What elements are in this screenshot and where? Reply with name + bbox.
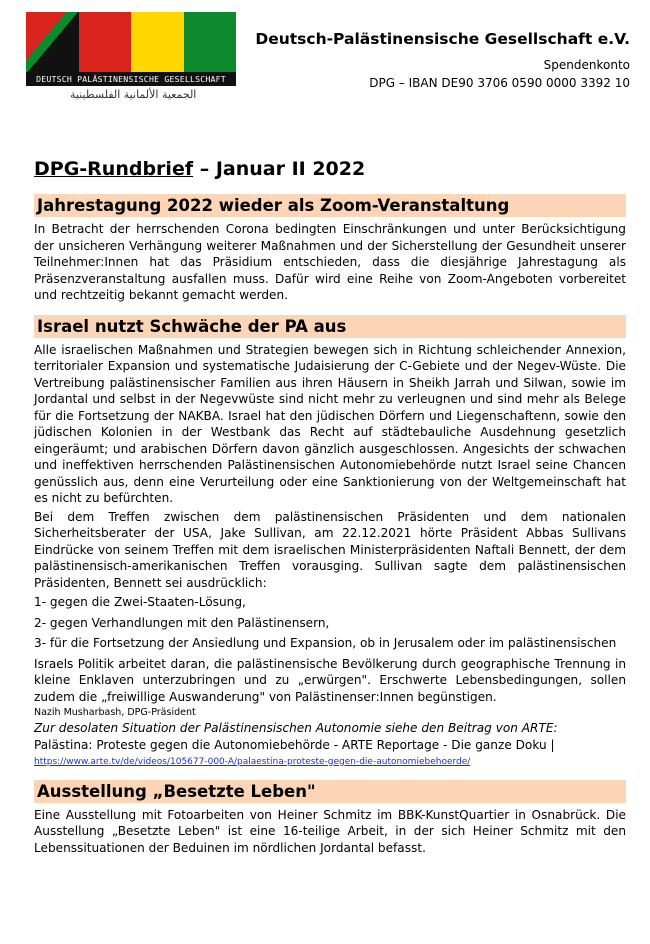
list-item: 2- gegen Verhandlungen mit den Palästinensern, xyxy=(34,615,330,630)
signature: Nazih Musharbash, DPG-Präsident xyxy=(34,707,196,718)
section-heading-israel: Israel nutzt Schwäche der PA aus xyxy=(34,315,626,338)
newsletter-title-main: DPG-Rundbrief xyxy=(34,158,194,180)
logo-stripe-red xyxy=(79,12,132,74)
list-item: 3- für die Fortsetzung der Ansiedlung und Expansion, ob in Jerusalem oder im palästinensischen xyxy=(34,636,617,650)
iban-text: DPG – IBAN DE90 3706 0590 0000 3392 10 xyxy=(369,76,630,90)
section-paragraph-israel-3: Israels Politik arbeitet daran, die palästinensische Bevölkerung durch geographische Trennung in kleine Enklaven unterzubringen und zu „erwürgen". Erschwerte Lebensbedingungen, sollen zudem die „freiwillige Auswanderung" von Palästinenser:Innen begünstigen. xyxy=(34,656,626,704)
dpg-logo xyxy=(26,12,236,84)
logo-arabic-text: الجمعية الألمانية الفلسطينية xyxy=(70,88,197,101)
arte-note: Zur desolaten Situation der Palästinensischen Autonomie siehe den Beitrag von ARTE: xyxy=(34,721,558,735)
logo-stripe-yellow xyxy=(131,12,184,74)
arte-title: Palästina: Proteste gegen die Autonomiebehörde - ARTE Reportage - Die ganze Doku | xyxy=(34,738,555,752)
newsletter-title-date: – Januar II 2022 xyxy=(193,158,366,180)
organization-name: Deutsch-Palästinensische Gesellschaft e.V. xyxy=(255,30,630,48)
section-paragraph-israel-2: Bei dem Treffen zwischen dem palästinensischen Präsidenten und dem nationalen Sicherheitsberater der USA, Jake Sullivan, am 22.12.2021 hörte Präsident Abbas Sullivans Eindrücke von seinem Treffen mit dem israelischen Ministerpräsidenten Naftali Bennett, der dem palästinensisch-amerikanischen Treffen vorausging. Sullivan sagte dem palästinensischen Präsidenten, Bennett sei ausdrücklich: xyxy=(34,509,626,590)
logo-band-text: DEUTSCH PALÄSTINENSISCHE GESELLSCHAFT xyxy=(26,72,236,86)
donation-label: Spendenkonto xyxy=(543,58,630,72)
section-text-ausstellung: Eine Ausstellung mit Fotoarbeiten von Heiner Schmitz im BBK-KunstQuartier in Osnabrück. Die Ausstellung „Besetzte Leben" ist eine 16-teilige Arbeit, in der sich Heiner Schmitz mit den Lebenssituationen der Beduinen im nördlichen Jordantal befasst. xyxy=(34,807,626,855)
newsletter-title xyxy=(34,158,365,180)
section-text-jahrestagung: In Betracht der herrschenden Corona bedingten Einschränkungen und unter Berücksichtigung der unsicheren Verhängung weiterer Maßnahmen und der Sicherstellung der Gesundheit unserer Teilnehmer:Innen hat das Präsidium entschieden, dass die diesjährige Jahrestagung als Präsenzveranstaltung ausfallen muss. Dafür wird eine Reihe von Zoom-Angeboten vorbereitet und rechtzeitig bekannt gemacht werden. xyxy=(34,222,626,302)
section-heading-ausstellung: Ausstellung „Besetzte Leben" xyxy=(34,780,626,803)
organization-info xyxy=(255,30,630,92)
section-heading-jahrestagung: Jahrestagung 2022 wieder als Zoom-Veranstaltung xyxy=(34,194,626,217)
list-item: 1- gegen die Zwei-Staaten-Lösung, xyxy=(34,595,246,609)
newsletter-body xyxy=(34,194,626,856)
section-paragraph-israel-1: Alle israelischen Maßnahmen und Strategien bewegen sich in Richtung schleichender Annexion, territorialer Expansion und systematische Judaisierung der C-Gebiete und der Negev-Wüste. Die Vertreibung palästinensischer Familien aus ihren Häusern in Sheikh Jarrah und Silwan, sowie im Jordantal und selbst in der Negevwüste sind nicht mehr zu verleugnen und sind mehr als Belege für die Fortsetzung der NAKBA. Israel hat den jüdischen Dörfern und Liegenschaftenn, sowie den jüdischen Kolonien in der Westbank das Recht auf städtebauliche Ausdehnung gesetzlich eingeräumt; und arabischen Dörfern davon gänzlich ausgeschlossen. Angesichts der schwachen und ineffektiven herrschenden Palästinensischen Autonomiebehörde nutzt Israel seine Chancen genüsslich aus, denn eine Verurteilung oder eine Sanktionierung von der Weltgemeinschaft hat es nicht zu befürchten. xyxy=(34,342,626,505)
logo-stripe-green xyxy=(184,12,237,74)
arte-link[interactable]: https://www.arte.tv/de/videos/105677-000-A/palaestina-proteste-gegen-die-autonomiebehoerde/ xyxy=(34,756,471,767)
logo-triangle-icon xyxy=(26,12,86,74)
